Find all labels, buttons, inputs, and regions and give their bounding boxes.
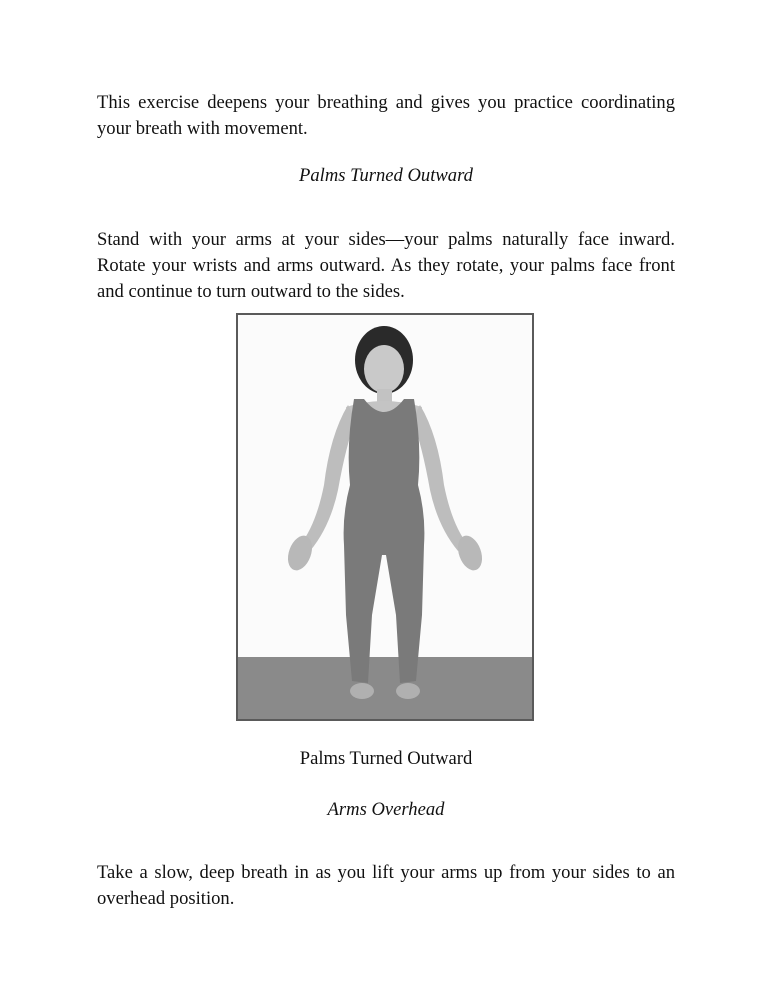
person-standing-figure bbox=[238, 315, 532, 719]
figure-caption: Palms Turned Outward bbox=[299, 748, 473, 769]
section-heading-palms-turned-outward: Palms Turned Outward bbox=[299, 165, 473, 186]
section-heading-arms-overhead: Arms Overhead bbox=[327, 799, 445, 820]
intro-paragraph: This exercise deepens your breathing and gives you practice coordinating your breath with movement. bbox=[97, 92, 675, 139]
instruction-paragraph-2: Take a slow, deep breath in as you lift your arms up from your sides to an overhead position. bbox=[97, 862, 675, 909]
instruction-paragraph: Stand with your arms at your sides—your palms naturally face inward. Rotate your wrists and arms outward. As they rotate, your palms face front and continue to turn outward to the sides. bbox=[97, 229, 675, 302]
exercise-photo bbox=[236, 313, 534, 721]
